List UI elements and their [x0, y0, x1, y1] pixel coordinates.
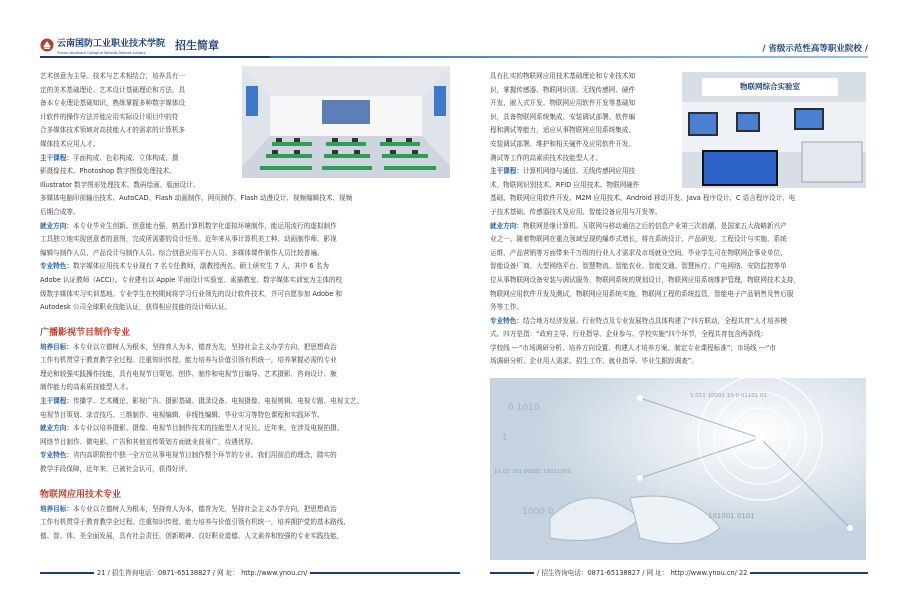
feature-line: 教学手段保障，近年来，已被社会认可，获得好评。: [40, 465, 192, 474]
feature-line: 式。四方是指：“政府主导、行业指导、企业参与、学校实施”四个环节，全程共育包含两条线：: [490, 330, 768, 339]
goal-line: 德、智、体、美全面发展，具有社会责任、创新精神、良好职业道德、人文素养和较强的专业实践技能，: [40, 531, 344, 540]
school-name-en: Yunnan Vocational College of National Defense Industry: [57, 51, 146, 55]
goal-label: 培养目标：: [40, 504, 73, 513]
intro-block: [40, 70, 232, 179]
iot-lab-photo: [682, 72, 866, 188]
page-footer: [40, 565, 868, 581]
lab-sign: 物联网综合实验室: [740, 82, 800, 91]
header-right-title: / 省级示范性高等职业院校 /: [762, 44, 868, 54]
footer-contact-right: / 招生咨询电话：0871-65138827 / 网 址： http://www.ynou.cn/: [537, 569, 737, 577]
right-column: 具有扎实的物联网应用技术基础理论和专业技术知 识，掌握传感器、物联网识别、无线传感网、硬件 开发、嵌入式开发、物联网应用软件开发等基础知 识，具备物联网系统集成、安装调试部署、软件编 程和测试等能力，适应从事物联网应用系统集成、 安装调试部署、维护和相关硬件及应用软件开发、 测试等工作的高素质技术技能型人才。 主干课程：计算机网络与通信、无线传感网应用技 术、物联网识别技术、RFID 应用技术、物联网硬件 基础、物联网应用软件开发、M2M 应用技术、Android 移动开发、Java 程序设计、C 语言程序设计、电 子技术基础、传感器技术及应用、智能设备应用与开发等。 就业方向：物联网是继计算机、互联网与移动通信之后的信息产业第三次浪潮，是国家五大战略新兴产 业之一。随着物联网在重点领域呈现的爆炸式增长，将在系统设计、产品研发、工程设计与实施、系统 运维、产品营销等方面带来千万级的行业人才需求及市场就业空间。毕业学生可在物联网企事业单位、 智能设备厂商、大型网络平台、智慧物流、智能农业、智能交通、智慧医疗、广电网络、安防监控等单 位从事物联网设备安装与调试服务，物联网系统的规划设计，物联网应用系统维护管理，物联网技术支持， 物联网应用软件开发及测试，物联网应用系统实施，物联网工程的系统监管，智能电子产品销售及售后服 务等工作。 专业特色：结合地方经济发展、行业特点及专业发展特点具体构建了“四方联动，全程共育”人才培养模 式。四方是指：“政府主导、行业指导、企业参与、学校实施”四个环节，全程共育包含两条线： 学校线 ---“市场调研分析、培养方向设置、构建人才培养方案、制定专业课程标准”；市场线 ---“市 场调研分析、企业用人需求、招生工作、就业指导、毕业生跟踪调查”。: [490, 70, 866, 369]
employ-line: 就业方向：本专业毕业生创新、创意能力强，熟悉计算机数字化虚拟环境制作，能运用流行的虚拟制作: [40, 221, 337, 230]
goal-line: 理论和较强实践操作技能，具有电视节目策划、创作、制作和电视节目编导、艺术摄影、咨询设计、频: [40, 369, 337, 378]
binary-text-1: 0 1010: [508, 403, 540, 413]
intro-line: 定的美术基础理论、艺术设计基础理论和方法，具: [40, 85, 186, 94]
footer-right-text: [534, 567, 750, 579]
employ-label: 就业方向：: [40, 221, 73, 230]
binary-text-4: 1000 0: [522, 507, 554, 517]
tech-illustration: [490, 378, 866, 560]
feature-label: 专业特色：: [40, 451, 73, 460]
courses-label: 主干课程：: [490, 167, 523, 176]
footer-page-number-left: 21: [97, 569, 106, 577]
footer-right: [490, 565, 868, 581]
feature-line: 学校线 ---“市场调研分析、培养方向设置、构建人才培养方案、制定专业课程标准”；市场线 ---“市: [490, 343, 776, 352]
intro-line: 艺术创意为主导。技术与艺术相结合，培养具有一: [40, 72, 186, 80]
goal-line: 工作有机贯穿于教育教学全过程。注重知识传授、能力培养与价值引领有机统一，培养拥护党的基本路线，: [40, 518, 350, 527]
top-line: 安装调试部署、维护和相关硬件及应用软件开发、: [490, 139, 636, 148]
feature-line: Adobe 认证教师（ACCI）。专业建有以 Apple 平面设计实验室、素描教室、数字媒体实训室为主体的校: [40, 275, 343, 284]
feature-label: 专业特色：: [40, 262, 73, 271]
classroom-drawing: [242, 66, 450, 178]
courses-line: 基础、物联网应用软件开发、M2M 应用技术、Android 移动开发、Java 程序设计、C 语言程序设计、电: [490, 194, 796, 203]
courses-line: Illustrator 数字图形处理技术、数码绘画、版面设计、: [40, 180, 200, 189]
intro-line: 媒体技术应用人才。: [40, 139, 100, 148]
top-line: 识，掌握传感器、物联网识别、无线传感网、硬件: [490, 85, 636, 94]
employ-line: 网络节目制作、微电影、广告和其他宣传策划方面就业前景广，待遇优厚。: [40, 437, 258, 446]
top-line: 程和测试等能力，适应从事物联网应用系统集成、: [490, 126, 636, 135]
footer-contact-left: / 招生咨询电话：0871-65138827 / 网 址： http://www.ynou.cn/: [107, 569, 308, 577]
courses-line: 后期合成等。: [40, 207, 80, 216]
goal-line: 工作有机贯穿于教育教学全过程。注重知识传授、能力培养与价值引领有机统一，培养掌握必需的专业: [40, 356, 337, 365]
employ-line: 运维、产品营销等方面带来千万级的行业人才需求及市场就业空间。毕业学生可在物联网企事业单位、: [490, 248, 787, 257]
courses-line: 术、物联网识别技术、RFID 应用技术、物联网硬件: [490, 180, 640, 189]
employ-line: 编辑与制作人员、产品设计与制作人员、综合创意应用平台人员、多媒体课件制作人员比较普遍。: [40, 248, 324, 257]
binary-text-6: 101001 0101: [708, 512, 755, 520]
top-line: 识，具备物联网系统集成、安装调试部署、软件编: [490, 112, 636, 121]
left-column: 艺术创意为主导。技术与艺术相结合，培养具有一 定的美术基础理论、艺术设计基础理论和方法，具 备本专业理论基础知识，熟练掌握多种数字媒体设 计软件的操作方法并能应用实际设计项目中的符 合多媒体技术领域对高技能人才的需求的计算机多 媒体技术应用人才。 主干课程：平面构成、色彩构成、立体构成、摄 影摄像技术、Photoshop 数字图像处理技术、 Illustrator 数字图形处理技术、数码绘画、版面设计、 多媒体电脑印前输出技术、AutoCAD、Flash 动画制作、网页制作、Flash 动漫设计、视频编辑技术、视频 后期合成等。 就业方向：本专业毕业生创新、创意能力强，熟悉计算机数字化虚拟环境制作，能运用流行的虚拟制作 工具独立地实现创意者的意图，完成所需要的设计任务。近年来从事计算机美工种、动画制作师、影视 编辑与制作人员、产品设计与制作人员、综合创意应用平台人员、多媒体课件制作人员比较普遍。 专业特色：数字媒体应用技术专业现有 7 名专任教师，副教授两名，硕士研究生 7 人，其中 6 名为 Adobe 认证教师（ACCI）。专业建有以 Apple 平面设计实验室、素描教室、数字媒体实训室为主体的校 级数字媒体实习实训基地。专业学生在校期间将学习行业领先的设计软件技术，并可自愿参加 Adobe 和 Autodesk 公司全球职业技能认证，获得相应技能的设计师认证。 广播影视节目制作专业 培养目标：本专业以立德树人为根本，坚持育人为本，德育为先，坚持社会主义办学方向，把思想政治 工作有机贯穿于教育教学全过程。注重知识传授、能力培养与价值引领有机统一，培养掌握必需的专业 理论和较强实践操作技能，具有电视节目策划、创作、制作和电视节目编导、艺术摄影、咨询设计、频 制作能力的高素质技能型人才。 主干课程：传播学、艺术概论、影视广告、摄影基础、摄录设备、电视摄像、电视剪辑、电视专题、电视文艺、 电视节目策划、录音技巧、三维制作、电视编辑、非线性编辑、毕业实习等特色课程和实践环节。 就业方向：本专业以培养摄影、摄像、电视节目制作技术的技能型人才见长。近年来，在涉及电视拍摄、 网络节目制作、微电影、广告和其他宣传策划方面就业前景广，待遇优厚。 专业特色：省内高职院校中独一全方位从事电视节目制作整个环节的专业。我们用前沿的理念，踏实的 教学手段保障，近年来，已被社会认可，获得好评。 物联网应用技术专业 培养目标：本专业以立德树人为根本，坚持育人为本，德育为先，坚持社会主义办学方向，把思想政治 工作有机贯穿于教育教学全过程。注重知识传授、能力培养与价值引领有机统一，培养拥护党的基本路线， 德、智、体、美全面发展，具有社会责任、创新精神、良好职业道德、人文素养和较强的专业实践技能，: [40, 70, 450, 543]
footer-left-text: [94, 567, 310, 579]
employ-line: 务等工作。: [490, 303, 523, 312]
binary-text-3: 11 01 101 00101 11011001: [494, 469, 571, 475]
binary-text-2: 1: [502, 433, 508, 443]
feature-label: 专业特色：: [490, 316, 523, 325]
employ-line: 业之一。随着物联网在重点领域呈现的爆炸式增长，将在系统设计、产品研发、工程设计与实施、系统: [490, 235, 787, 244]
employ-label: 就业方向：: [40, 424, 73, 433]
goal-label: 培养目标：: [40, 342, 73, 351]
courses-line: 主干课程：平面构成、色彩构成、立体构成、摄: [40, 153, 179, 162]
courses-line: 影摄像技术、Photoshop 数字图像处理技术、: [40, 167, 176, 176]
classroom-illustration: [242, 66, 450, 178]
feature-line: Autodesk 公司全球职业技能认证，获得相应技能的设计师认证。: [40, 303, 232, 312]
top-line: 测试等工作的高素质技术技能型人才。: [490, 153, 603, 162]
courses-label: 主干课程：: [40, 153, 73, 162]
school-logo-icon: [40, 38, 54, 52]
courses-label: 主干课程：: [40, 397, 73, 406]
employ-line: 物联网应用软件开发及测试，物联网应用系统实施，物联网工程的系统监管，智能电子产品销售及售后服: [490, 289, 794, 298]
goal-line: 制作能力的高素质技能型人才。: [40, 383, 133, 392]
footer-page-number-right: 22: [738, 569, 748, 577]
feature-line: 级数字媒体实习实训基地。专业学生在校期间将学习行业领先的设计软件技术，并可自愿参加 Adobe 和: [40, 289, 342, 298]
feature-line: 专业特色：数字媒体应用技术专业现有 7 名专任教师，副教授两名，硕士研究生 7 人，其中 6 名为: [40, 262, 329, 271]
page-label: 招生简章: [175, 39, 219, 52]
section-title-broadcast: 广播影视节目制作专业: [40, 327, 131, 338]
binary-text-5: 1 011 10001 10 0 01101 01: [690, 393, 767, 399]
employ-line: 位从事物联网设备安装与调试服务，物联网系统的规划设计，物联网应用系统维护管理，物联网技术支持，: [490, 275, 800, 284]
school-name-cn: 云南国防工业职业技术学院: [57, 39, 166, 49]
employ-label: 就业方向：: [490, 221, 523, 230]
footer-left: [40, 565, 460, 581]
employ-line: 智能设备厂商、大型网络平台、智慧物流、智能农业、智能交通、智慧医疗、广电网络、安防监控等单: [490, 262, 787, 271]
courses-line: 多媒体电脑印前输出技术、AutoCAD、Flash 动画制作、网页制作、Flash 动漫设计、视频编辑技术、视频: [40, 194, 353, 203]
page-header: [0, 0, 900, 55]
intro-line: 备本专业理论基础知识，熟练掌握多种数字媒体设: [40, 99, 186, 108]
top-line: 开发、嵌入式开发、物联网应用软件开发等基础知: [490, 99, 636, 108]
courses-line: 子技术基础、传感器技术及应用、智能设备应用与开发等。: [490, 207, 662, 216]
iot-top-block: 具有扎实的物联网应用技术基础理论和专业技术知 识，掌握传感器、物联网识别、无线传感网、硬件 开发、嵌入式开发、物联网应用软件开发等基础知 识，具备物联网系统集成、安装调试部署、软件编 程和测试等能力，适应从事物联网应用系统集成、 安装调试部署、维护和相关硬件及应用软件开发、 测试等工作的高素质技术技能型人才。 主干课程：计算机网络与通信、无线传感网应用技 术、物联网识别技术、RFID 应用技术、物联网硬件: [490, 70, 678, 192]
header-rule-left: [40, 56, 270, 58]
intro-line: 合多媒体技术领域对高技能人才的需求的计算机多: [40, 126, 186, 135]
intro-line: 计软件的操作方法并能应用实际设计项目中的符: [40, 112, 179, 121]
top-line: 具有扎实的物联网应用技术基础理论和专业技术知: [490, 72, 636, 80]
courses-line: 电视节目策划、录音技巧、三维制作、电视编辑、非线性编辑、毕业实习等特色课程和实践环节。: [40, 410, 324, 419]
feature-line: 场调研分析、企业用人需求、招生工作、就业指导、毕业生跟踪调查”。: [490, 357, 698, 366]
section-title-iot: 物联网应用技术专业: [40, 489, 122, 500]
employ-line: 工具独立地实现创意者的意图，完成所需要的设计任务。近年来从事计算机美工种、动画制作师、影视: [40, 235, 337, 244]
